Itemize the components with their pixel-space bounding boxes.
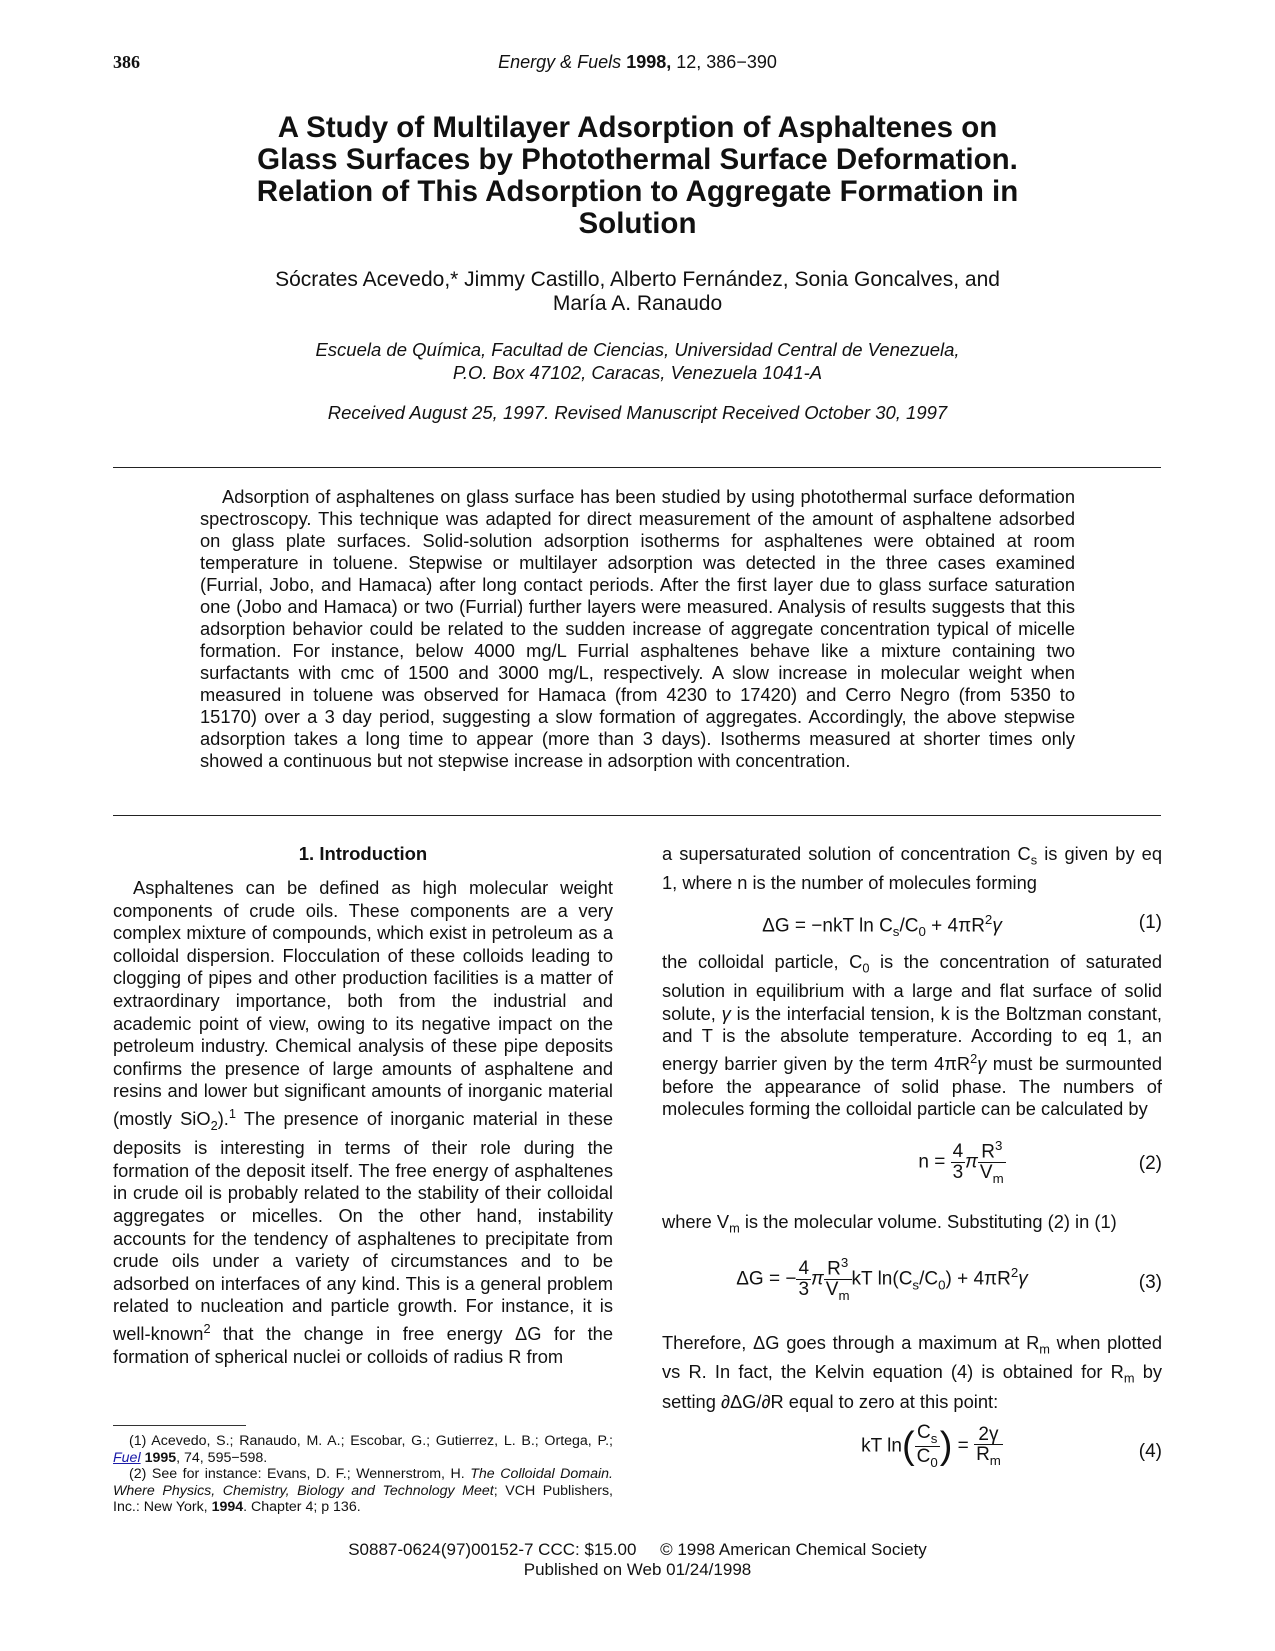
- fuel-link[interactable]: Fuel: [113, 1449, 141, 1466]
- equation-3: [662, 1240, 1162, 1332]
- title-line: Glass Surfaces by Photothermal Surface Deformation.: [257, 143, 1018, 176]
- title-line: Solution: [578, 207, 697, 240]
- affiliation-line: Escuela de Química, Facultad de Ciencias, Universidad Central de Venezuela,: [315, 339, 960, 360]
- title-line: A Study of Multilayer Adsorption of Asphaltenes on: [277, 111, 998, 144]
- footnotes: [113, 1433, 613, 1516]
- received-dates: Received August 25, 1997. Revised Manuscript Received October 30, 1997: [327, 402, 948, 423]
- equation-body: n = $\frac{4}{3}$ π $\frac{R^3}{V_m}$: [918, 1137, 1004, 1186]
- reference-marker[interactable]: 2: [203, 1321, 211, 1337]
- equation-number: (3): [1138, 1272, 1162, 1293]
- paragraph: a supersaturated solution of concentration $C_s$ is given by eq 1, where n is the number of molecules forming: [662, 843, 1162, 894]
- reference-marker[interactable]: 1: [228, 1105, 236, 1121]
- authors-line: Sócrates Acevedo,* Jimmy Castillo, Alberto Fernández, Sonia Goncalves, and: [275, 268, 1000, 291]
- equation-body: ΔG = − $\frac{4}{3}$ π $\frac{R^3}{V_m}$ kT $\ln(C_s/C_0) + 4\pi R^2\gamma$: [736, 1255, 1028, 1304]
- equation-2: [662, 1121, 1162, 1211]
- page-number: 386: [113, 52, 140, 72]
- footnote-rule: [113, 1425, 246, 1426]
- abstract: Adsorption of asphaltenes on glass surface has been studied by using photothermal surface deformation spectroscopy. This technique was adapted for direct measurement of the amount of asphaltene adsorbed on glass plate surfaces. Solid-solution adsorption isotherms for asphaltenes were obtained at room temperature in toluene. Stepwise or multilayer adsorption was detected in the three cases examined (Furrial, Jobo, and Hamaca) after long contact periods. After the first layer due to glass surface saturation one (Jobo and Hamaca) or two (Furrial) further layers were measured. Analysis of results suggests that this adsorption behavior could be related to the sudden increase of aggregate concentration typical of micelle formation. For instance, below 4000 mg/L Furrial asphaltenes behave like a mixture containing two surfactants with cmc of 1500 and 3000 mg/L, respectively. A slow increase in molecular weight when measured in toluene was observed for Hamaca (from 4230 to 17420) and Cerro Negro (from 5350 to 15170) over a 3 day period, suggesting a slow formation of aggregates. Accordingly, the above stepwise adsorption takes a long time to appear (more than 3 days). Isotherms measured at shorter times only showed a continuous but not stepwise increase in adsorption with concentration.: [200, 486, 1075, 771]
- copyright-line: S0887-0624(97)00152-7 CCC: $15.00 © 1998 American Chemical Society: [348, 1540, 927, 1559]
- abstract-bottom-rule: [113, 815, 1161, 816]
- equation-1: [662, 895, 1162, 951]
- equation-body: kT ln( $\frac{C_s}{C_0}$ ) = $\frac{2\gamma}{R_m}$: [861, 1422, 1001, 1470]
- equation-number: (1): [1138, 911, 1162, 933]
- affiliation-line: P.O. Box 47102, Caracas, Venezuela 1041-A: [452, 362, 823, 383]
- paragraph: the colloidal particle, $C_0$ is the concentration of saturated solution in equilibrium with a large and flat surface of solid solute, γ is the interfacial tension, k is the Boltzman constant, and T is the absolute temperature. According to eq 1, an energy barrier given by the term $4\pi R^2\gamma$ must be surmounted before the appearance of solid phase. The numbers of molecules forming the colloidal particle can be calculated by: [662, 950, 1162, 1120]
- paragraph: where $V_m$ is the molecular volume. Substituting (2) in (1): [662, 1210, 1117, 1236]
- journal-name: Energy & Fuels: [498, 52, 622, 72]
- authors-line: María A. Ranaudo: [552, 292, 723, 315]
- introduction-paragraph: Asphaltenes can be defined as high molecular weight components of crude oils. These components are a very complex mixture of compounds, which exist in petroleum as a colloidal dispersion. Flocculation of these colloids leading to clogging of pipes and other production facilities is a matter of extraordinary importance, both from the industrial and academic point of view, owing to its negative impact on the petroleum industry. Chemical analysis of these pipe deposits confirms the presence of large amounts of asphaltene and resins and lower but significant amounts of inorganic material (mostly SiO$_2$).$^1$ The presence of inorganic material in these deposits is interesting in terms of their role during the formation of the deposit itself. The free energy of asphaltenes in crude oil is probably related to the stability of their colloidal aggregates or micelles. On the other hand, instability accounts for the tendency of asphaltenes to precipitate from crude oils under a variety of circumstances and to be adsorbed on interfaces of any kind. This is a general problem related to nucleation and particle growth. For instance, it is well-known$^2$ that the change in free energy ΔG for the formation of spherical nuclei or colloids of radius R from: [113, 877, 613, 1367]
- abstract-top-rule: [113, 467, 1161, 468]
- paragraph: Therefore, ΔG goes through a maximum at $R_m$ when plotted vs R. In fact, the Kelvin equation (4) is obtained for $R_m$ by setting ∂ΔG/∂R equal to zero at this point:: [662, 1332, 1162, 1412]
- footnote-2: (2) See for instance: Evans, D. F.; Wennerstrom, H. The Colloidal Domain. Where Physics, Chemistry, Biology and Technology Meet; VCH Publishers, Inc.: New York, 1994. Chapter 4; p 136.: [113, 1466, 613, 1515]
- equation-number: (2): [1138, 1152, 1162, 1174]
- published-line: Published on Web 01/24/1998: [523, 1560, 752, 1579]
- journal-year: 1998,: [626, 52, 672, 72]
- equation-4: [662, 1413, 1162, 1493]
- running-head: [0, 52, 1275, 73]
- footnote-1: (1) Acevedo, S.; Ranaudo, M. A.; Escobar, G.; Gutierrez, L. B.; Ortega, P.; Fuel 1995, 74, 595−598.: [113, 1433, 613, 1466]
- paper-title: [150, 112, 1125, 240]
- publication-info: [0, 1540, 1275, 1580]
- left-column: [113, 843, 613, 1368]
- affiliation: [0, 338, 1275, 384]
- section-heading: 1. Introduction: [298, 843, 428, 864]
- equation-body: ΔG = −nkT $\ln C_s/C_0 + 4\pi R^2\gamma$: [762, 911, 1002, 939]
- title-line: Relation of This Adsorption to Aggregate Formation in: [256, 175, 1019, 208]
- right-column: [662, 843, 1162, 1493]
- journal-volume-pages: 12, 386−390: [676, 52, 777, 72]
- authors: [0, 268, 1275, 316]
- equation-number: (4): [1138, 1441, 1162, 1463]
